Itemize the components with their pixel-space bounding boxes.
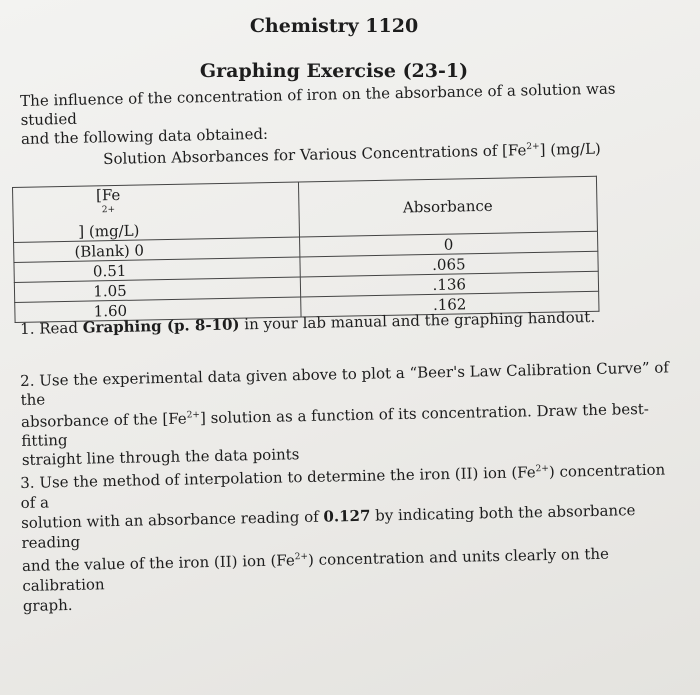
table-caption: Solution Absorbances for Various Concentrations of $[Fe^{2+}]$ (mg/L) <box>103 139 602 168</box>
concentration-cell: 1.60 <box>15 297 301 322</box>
absorbance-cell: .136 <box>300 271 599 297</box>
question-1: 1. Read Graphing (p. 8-10) in your lab manual and the graphing handout. <box>20 307 596 338</box>
absorbance-cell: 0 <box>299 231 598 257</box>
question-3: 3. Use the method of interpolation to determine the iron (II) ion $(Fe^{2+})$ concentration of a solution with an absorbance reading of 0.127 by indicating both the absorbance reading and the value of the iron (II) ion $(Fe^{2+})$ concentration and units clearly on the calibration graph. <box>20 460 666 615</box>
absorbance-cell: .162 <box>300 291 599 317</box>
course-title: Chemistry 1120 <box>249 15 419 37</box>
column-header-concentration: $[Fe^{2+}]$ (mg/L) <box>13 182 300 242</box>
intro-line: The influence of the concentration of iron on the absorbance of a solution was studied <box>20 79 616 129</box>
concentration-cell: 0.51 <box>14 257 300 282</box>
data-table <box>12 176 600 323</box>
concentration-cell: (Blank) 0 <box>14 237 300 262</box>
concentration-cell: 1.05 <box>14 277 300 302</box>
question-2: 2. Use the experimental data given above to plot a “Beer's Law Calibration Curve” of the absorbance of the $[Fe^{2+}]$ solution as a function of its concentration. Draw the best-fitting straight line through the data points <box>20 358 670 469</box>
intro-paragraph <box>20 79 641 149</box>
column-header-absorbance: Absorbance <box>298 176 597 237</box>
absorbance-cell: .065 <box>300 251 599 277</box>
intro-line: and the following data obtained: <box>20 124 269 148</box>
exercise-title: Graphing Exercise (23-1) <box>199 60 469 82</box>
